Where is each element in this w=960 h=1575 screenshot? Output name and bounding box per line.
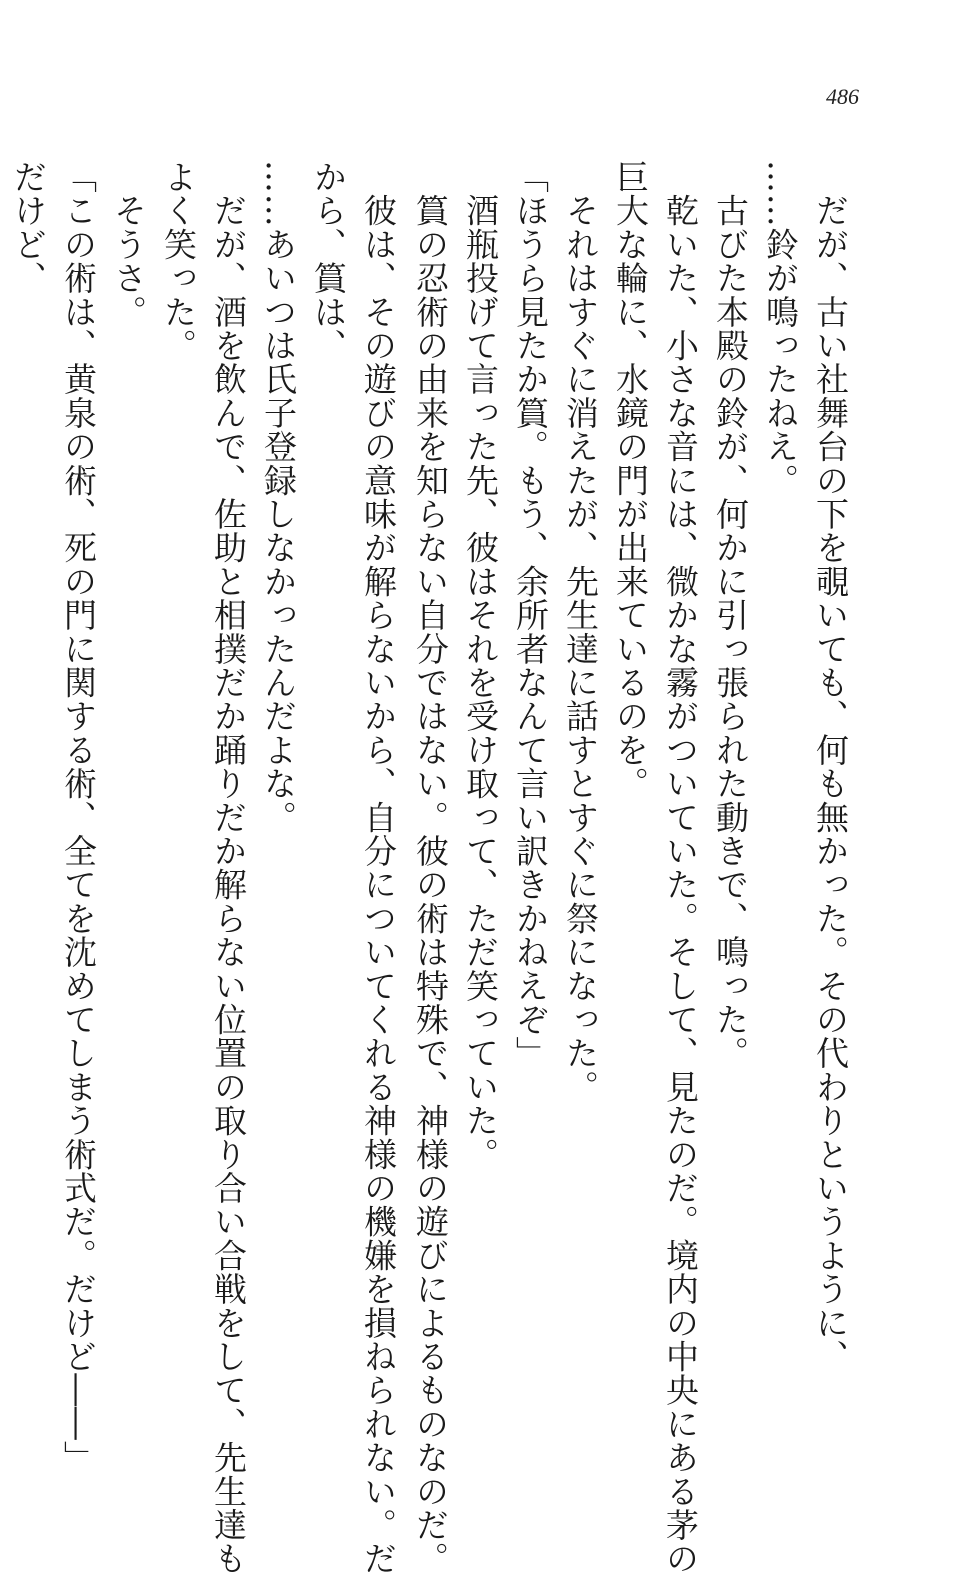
text-line: 彼は、その遊びの意味が解らないから、自分についてくれる神様の機嫌を損ねられない。だ [359, 160, 398, 1575]
text-line: 古びた本殿の鈴が、何かに引っ張られた動きで、鳴った。 [711, 160, 750, 1070]
text-line: だけど、 [9, 160, 48, 295]
text-line: 酒瓶投げて言った先、彼はそれを受け取って、ただ笑っていた。 [461, 160, 500, 1171]
text-line: 巨大な輪に、水鏡の門が出来ているのを。 [611, 160, 650, 801]
text-line: そうさ。 [109, 160, 148, 329]
text-line: 「ほうら見たか篔。もう、余所者なんて言い訳きかねえぞ」 [511, 160, 550, 1070]
text-line: それはすぐに消えたが、先生達に話すとすぐに祭になった。 [561, 160, 600, 1104]
page-number: 486 [826, 84, 859, 109]
text-line: だが、酒を飲んで、佐助と相撲だか踊りだか解らない位置の取り合い合戦をして、先生達も [209, 160, 248, 1575]
text-line: 乾いた、小さな音には、微かな霧がついていた。そして、見たのだ。境内の中央にある茅の [661, 160, 700, 1575]
text-line: 篔の忍術の由来を知らない自分ではない。彼の術は特殊で、神様の遊びによるものなのだ。 [411, 160, 450, 1575]
text-line: 「この術は、黄泉の術、死の門に関する術、全てを沈めてしまう術式だ。だけど――」 [59, 160, 98, 1475]
text-line: よく笑った。 [159, 160, 198, 363]
text-line: から、篔は、 [309, 160, 348, 363]
text-line: だが、古い社舞台の下を覗いても、何も無かった。その代わりというように、 [811, 160, 850, 1374]
text-line: ……あいつは氏子登録しなかったんだよな。 [259, 160, 298, 834]
text-line: ……鈴が鳴ったねえ。 [761, 160, 800, 497]
